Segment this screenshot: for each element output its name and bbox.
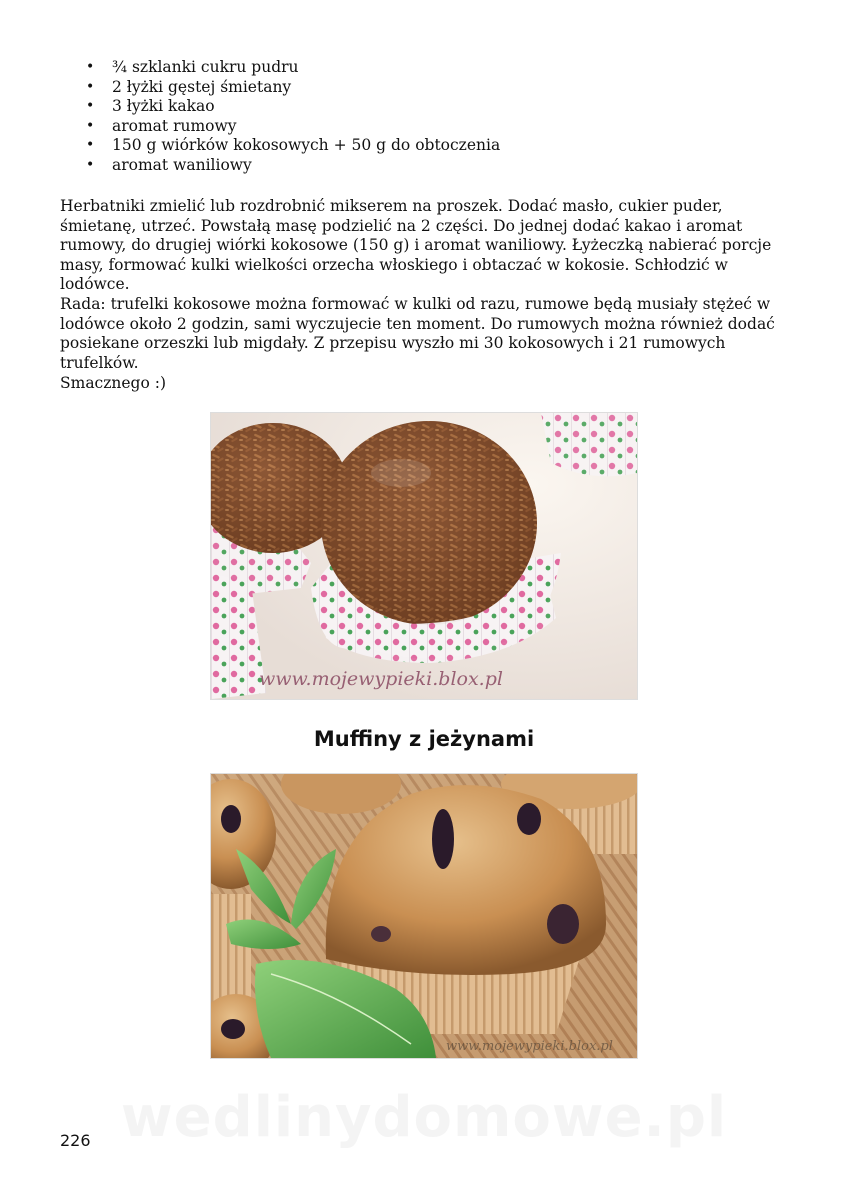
bullet-icon: • [86,156,95,173]
ingredient-item: • ¾ szklanki cukru pudru [86,58,299,76]
truffles-photo [210,412,638,700]
ingredient-list [60,58,500,175]
ingredient-item: • aromat waniliowy [86,155,252,174]
site-watermark: wedlinydomowe.pl [120,1085,728,1150]
photo-watermark: www.mojewypieki.blox.pl [259,668,503,690]
bullet-icon: • [86,117,95,134]
ingredient-item: • 3 łyżki kakao [86,97,215,115]
bullet-icon: • [86,137,95,153]
photo-watermark: www.mojewypieki.blox.pl [446,1039,613,1054]
muffin-photo-illustration [211,774,637,1058]
bullet-icon: • [86,59,95,75]
recipe-title: Muffiny z jeżynami [313,727,535,751]
ingredient-item: • aromat rumowy [86,116,237,135]
bullet-icon: • [86,98,95,114]
instructions-paragraph: Herbatniki zmielić lub rozdrobnić mikserem na proszek. Dodać masło, cukier puder, śmietanę, utrzeć. Powstałą masę podzielić na 2 części. Do jednej dodać kakao i aromat rumowy, do drugiej wiórki kokosowe (150 g) i aromat waniliowy. Łyżeczką nabierać porcje masy, formować kulki wielkości orzecha włoskiego i obtaczać w kokosie. Schłodzić w lodówce. [60,197,772,293]
bullet-icon: • [86,78,95,95]
closing-paragraph: Smacznego :) [60,374,167,392]
truffles-photo-illustration [211,413,637,699]
muffin-photo [210,773,638,1059]
tip-paragraph: Rada: trufelki kokosowe można formować w kulki od razu, rumowe będą musiały stężeć w lodówce około 2 godzin, sami wyczujecie ten moment. Do rumowych można również dodać posiekane orzeszki lub migdały. Z przepisu wyszło mi 30 kokosowych i 21 rumowych trufelków. [60,295,775,372]
ingredient-item: • 2 łyżki gęstej śmietany [86,77,292,96]
page-number: 226 [60,1131,91,1150]
ingredient-item: • 150 g wiórków kokosowych + 50 g do obtoczenia [86,136,501,154]
